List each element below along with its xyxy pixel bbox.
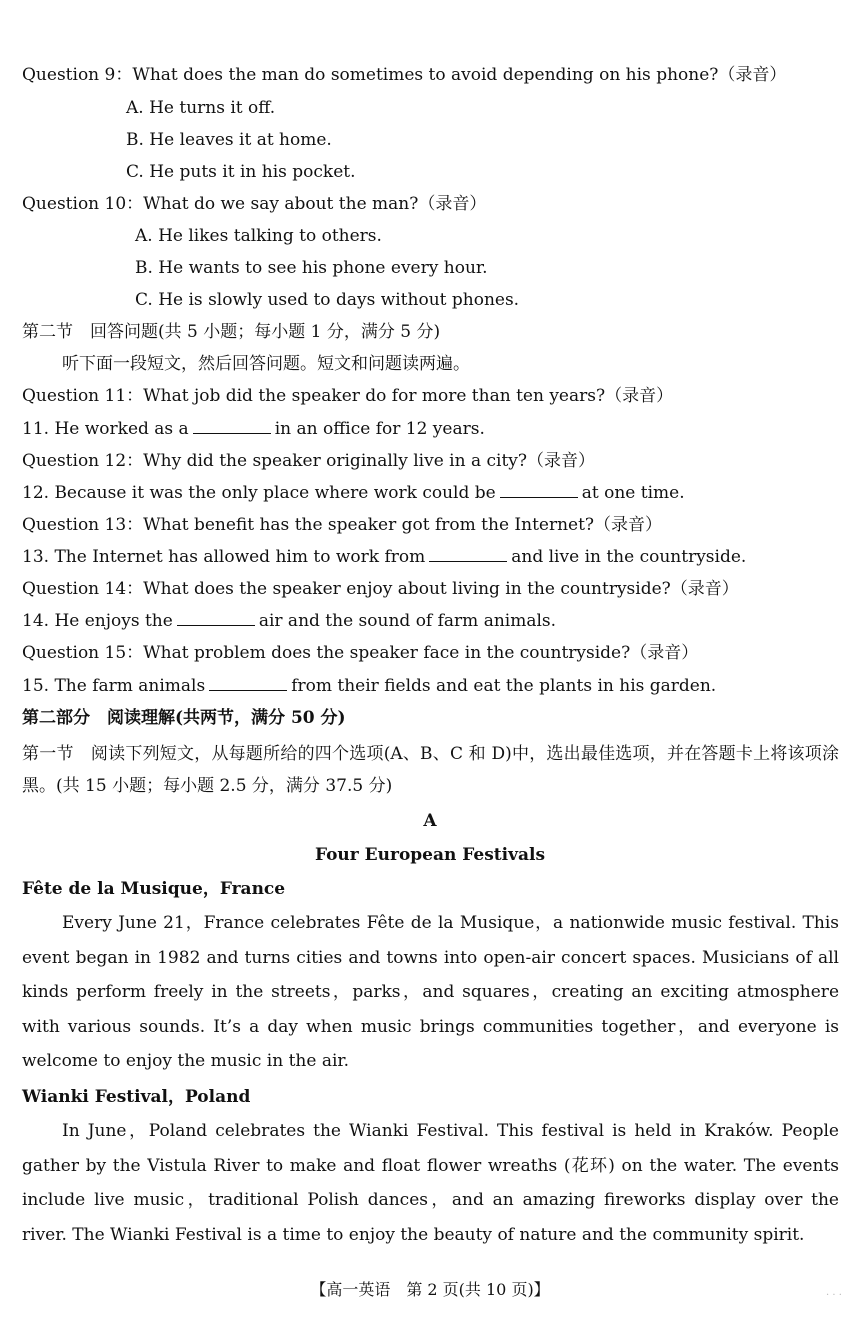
answer-blank (429, 547, 507, 562)
question-10-option-b: B. He wants to see his phone every hour. (135, 258, 488, 278)
festival-1-paragraph: Every June 21，France celebrates Fête de la Musique，a nationwide music festival. This event began in 1982 and turns cities and towns into open-air concert spaces. Musicians of all kinds perform freely in the streets，parks，and squares，creating an exciting atmosphere with various sounds. It’s a day when music brings communities together，and everyone is welcome to enjoy the music in the air. (22, 913, 839, 1071)
question-12-sentence (22, 482, 685, 504)
question-9-option-a: A. He turns it off. (126, 98, 276, 118)
question-10-option-a: A. He likes talking to others. (135, 226, 382, 246)
question-12-stem: Question 12：Why did the speaker originally live in a city?（录音） (22, 451, 595, 471)
question-11-stem: Question 11：What job did the speaker do for more than ten years?（录音） (22, 386, 674, 406)
question-10-stem: Question 10：What do we say about the man?（录音） (22, 194, 487, 214)
sentence-pre: 13. The Internet has allowed him to work from (22, 547, 426, 567)
answer-blank (193, 419, 271, 434)
section2-instruction: 听下面一段短文，然后回答问题。短文和问题读两遍。 (62, 354, 470, 374)
festival-1-title: Fête de la Musique，France (22, 879, 286, 899)
question-9-option-b: B. He leaves it at home. (126, 130, 332, 150)
question-9-option-c: C. He puts it in his pocket. (126, 162, 356, 182)
decorative-dots: · · · (826, 1290, 842, 1301)
section2-heading: 第二节 回答问题(共 5 小题；每小题 1 分，满分 5 分) (22, 322, 441, 342)
sentence-post: in an office for 12 years. (274, 419, 485, 439)
question-15-sentence (22, 675, 716, 697)
part2-section1-instruction: 第一节 阅读下列短文，从每题所给的四个选项(A、B、C 和 D)中，选出最佳选项，并在答题卡上将该项涂黑。(共 15 小题；每小题 2.5 分，满分 37.5 分) (22, 744, 839, 796)
page-footer: 【高一英语 第 2 页(共 10 页)】 (310, 1280, 550, 1299)
passage-title: Four European Festivals (314, 845, 546, 865)
question-9-stem: Question 9：What does the man do sometimes to avoid depending on his phone?（录音） (22, 65, 787, 85)
question-13-sentence (22, 546, 746, 568)
question-13-stem: Question 13：What benefit has the speaker got from the Internet?（录音） (22, 515, 663, 535)
sentence-post: from their fields and eat the plants in his garden. (291, 676, 717, 696)
question-14-stem: Question 14：What does the speaker enjoy about living in the countryside?（录音） (22, 579, 739, 599)
part2-heading: 第二部分 阅读理解(共两节，满分 50 分) (22, 708, 346, 728)
answer-blank (177, 611, 255, 626)
sentence-post: and live in the countryside. (511, 547, 747, 567)
answer-blank (209, 676, 287, 691)
sentence-pre: 11. He worked as a (22, 419, 189, 439)
question-15-stem: Question 15：What problem does the speaker face in the countryside?（录音） (22, 643, 699, 663)
question-10-option-c: C. He is slowly used to days without phones. (135, 290, 520, 310)
festival-2-paragraph: In June，Poland celebrates the Wianki Festival. This festival is held in Kraków. People gather by the Vistula River to make and float flower wreaths (花环) on the water. The events include live music，traditional Polish dances，and an amazing fireworks display over the river. The Wianki Festival is a time to enjoy the beauty of nature and the community spirit. (22, 1121, 839, 1245)
passage-letter: A (423, 811, 437, 831)
question-11-sentence (22, 418, 485, 440)
sentence-pre: 15. The farm animals (22, 676, 206, 696)
sentence-post: air and the sound of farm animals. (258, 611, 557, 631)
answer-blank (500, 483, 578, 498)
sentence-pre: 12. Because it was the only place where work could be (22, 483, 496, 503)
sentence-pre: 14. He enjoys the (22, 611, 173, 631)
sentence-post: at one time. (581, 483, 685, 503)
festival-2-title: Wianki Festival，Poland (22, 1087, 251, 1107)
question-14-sentence (22, 610, 556, 632)
